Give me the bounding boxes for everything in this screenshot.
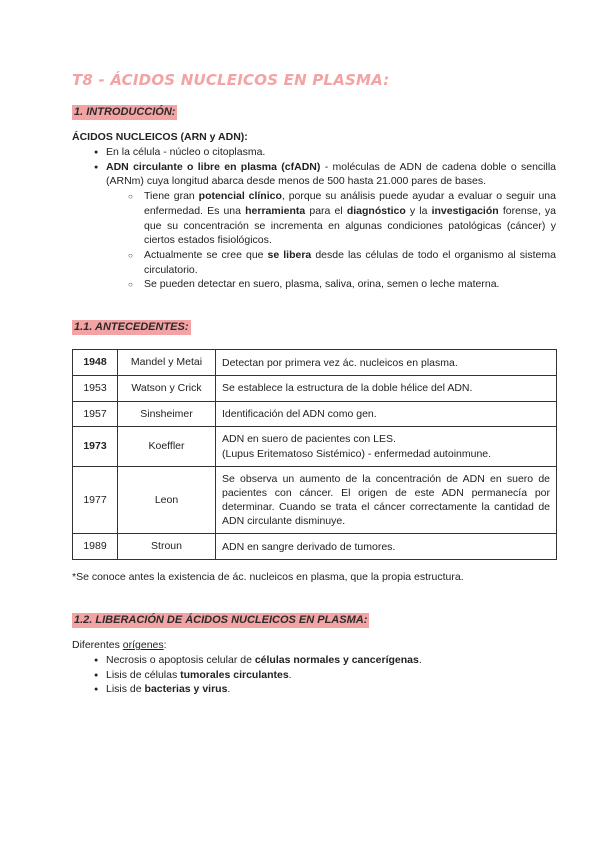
table-footnote: *Se conoce antes la existencia de ác. nucleicos en plasma, que la propia estructura. xyxy=(72,571,464,584)
list-item: ○ Actualmente se cree que se libera desde las células de todo el organismo al sistema circulatorio. xyxy=(128,248,556,277)
table-row: 1973 Koeffler ADN en suero de pacientes con LES. (Lupus Eritematoso Sistémico) - enfermedad autoinmune. xyxy=(73,427,557,466)
intro-label: ÁCIDOS NUCLEICOS (ARN y ADN): xyxy=(72,131,248,144)
list-item: ● Lisis de células tumorales circulantes. xyxy=(94,668,556,683)
list-item: ● Lisis de bacterias y virus. xyxy=(94,682,556,697)
table-row: 1953 Watson y Crick Se establece la estructura de la doble hélice del ADN. xyxy=(73,376,557,402)
list-item: ● Necrosis o apoptosis celular de células normales y cancerígenas. xyxy=(94,653,556,668)
liberacion-list xyxy=(94,653,556,697)
section-heading-liberacion: 1.2. LIBERACIÓN DE ÁCIDOS NUCLEICOS EN PLASMA: xyxy=(72,613,369,628)
antecedentes-table xyxy=(72,349,557,560)
section-heading-introduccion: 1. INTRODUCCIÓN: xyxy=(72,105,177,120)
table-row: 1957 Sinsheimer Identificación del ADN como gen. xyxy=(73,401,557,427)
list-item: ● ADN circulante o libre en plasma (cfADN) - moléculas de ADN de cadena doble o sencilla (ARNm) cuya longitud abarca desde menos de 500 hasta 21.000 pares de bases. ○ Tiene gran potencial clínico, porque su análisis puede ayudar a evaluar o seguir una enfermedad. Es una herramienta para el diagnóstico y la investigación forense, ya que su concentración se incrementa en algunas condiciones patológicas (cáncer) y ciertos estados fisiológicos. ○ Actualmente se cree que se libera desde las células de todo el organismo al sistema circulatorio. ○ Se pueden detectar en suero, plasma, saliva, orina, semen o leche materna. xyxy=(94,160,556,292)
section-introduccion xyxy=(72,105,556,292)
list-item: ○ Tiene gran potencial clínico, porque su análisis puede ayudar a evaluar o seguir una enfermedad. Es una herramienta para el diagnóstico y la investigación forense, ya que su concentración se incrementa en algunas condiciones patológicas (cáncer) y ciertos estados fisiológicos. xyxy=(128,189,556,248)
document-title: T8 - ÁCIDOS NUCLEICOS EN PLASMA: xyxy=(72,71,390,89)
sub-list xyxy=(128,189,556,292)
section-liberacion xyxy=(72,613,556,697)
table-row: 1989 Stroun ADN en sangre derivado de tumores. xyxy=(73,534,557,560)
intro-list xyxy=(94,145,556,292)
table-row: 1948 Mandel y Metai Detectan por primera vez ác. nucleicos en plasma. xyxy=(73,350,557,376)
liberacion-lead: Diferentes orígenes: xyxy=(72,639,167,652)
section-heading-antecedentes: 1.1. ANTECEDENTES: xyxy=(72,320,191,335)
list-item: ○ Se pueden detectar en suero, plasma, saliva, orina, semen o leche materna. xyxy=(128,277,556,292)
list-item: ● En la célula - núcleo o citoplasma. xyxy=(94,145,556,160)
table-row: 1977 Leon Se observa un aumento de la concentración de ADN en suero de pacientes con cáncer. El origen de este ADN permanecía por determinar. Cuando se trata el cáncer correctamente la cantidad de ADN circulante disminuye. xyxy=(73,466,557,534)
section-antecedentes xyxy=(72,320,556,585)
